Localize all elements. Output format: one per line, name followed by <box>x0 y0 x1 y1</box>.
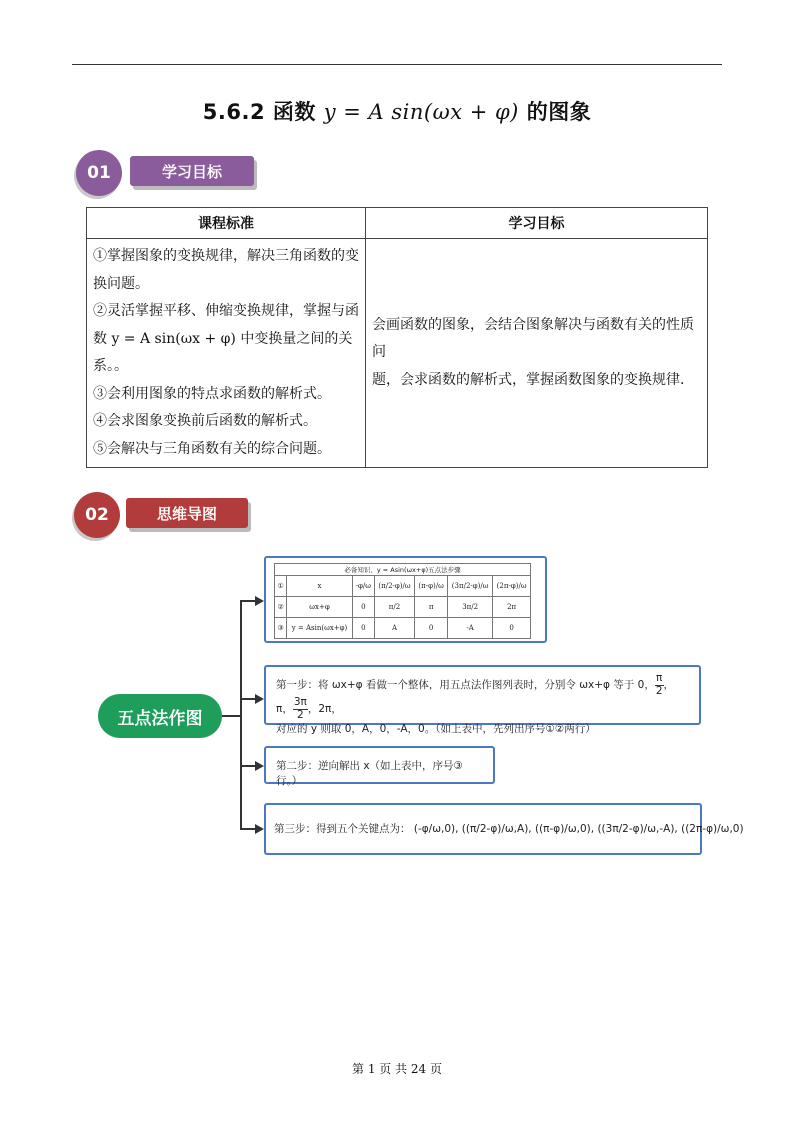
standard-line: ③会利用图象的特点求函数的解析式。 <box>93 385 331 402</box>
objective-line: 会画函数的图象，会结合图象解决与函数有关的性质问 <box>372 316 694 361</box>
header-rule <box>72 64 722 65</box>
step1-text: 第一步：将 ωx+φ 看做一个整体，用五点法作图列表时，分别令 ωx+φ 等于 0， <box>276 679 655 691</box>
mini-cell: 0 <box>352 597 374 618</box>
mini-cell: ③ <box>275 618 287 639</box>
mini-cell: (3π/2-φ)/ω <box>448 576 493 597</box>
connector <box>240 828 256 830</box>
mini-cell: π <box>415 597 448 618</box>
standard-line: 数 y = A sin(ωx + φ) 中变换量之间的关 <box>93 330 353 347</box>
mini-cell: ① <box>275 576 287 597</box>
section-number-badge: 02 <box>74 492 120 538</box>
standard-line: ②灵活掌握平移、伸缩变换规律，掌握与函 <box>93 303 359 319</box>
goals-table <box>86 207 708 468</box>
mindmap-root: 五点法作图 <box>98 694 222 738</box>
mini-cell: ② <box>275 597 287 618</box>
mini-cell: x <box>287 576 353 597</box>
fraction <box>655 673 664 696</box>
column-header: 学习目标 <box>366 208 708 239</box>
mini-cell: 0 <box>415 618 448 639</box>
key-point: ((2π-φ)/ω,0) <box>681 823 744 835</box>
mini-cell: y = Asin(ωx+φ) <box>287 618 353 639</box>
arrow-icon <box>255 824 264 834</box>
fraction <box>293 697 308 720</box>
key-point: (-φ/ω,0) <box>413 823 456 835</box>
connector-trunk <box>240 600 242 829</box>
arrow-icon <box>255 761 264 771</box>
section-label: 思维导图 <box>126 498 248 528</box>
standard-line: 系。。 <box>93 358 128 374</box>
mini-cell: -A <box>448 618 493 639</box>
page-footer: 第 1 页 共 24 页 <box>352 1062 442 1076</box>
mini-cell: π/2 <box>374 597 414 618</box>
arrow-icon <box>255 596 264 606</box>
step3-lead: 第三步：得到五个关键点为： <box>274 823 411 835</box>
key-point: ((π-φ)/ω,0) <box>534 823 591 835</box>
mini-cell: ωx+φ <box>287 597 353 618</box>
mini-table <box>274 575 531 639</box>
standards-cell <box>87 239 366 468</box>
step1-line2: 对应的 y 则取 0，A，0，-A，0。（如上表中，先列出序号①②两行） <box>276 723 596 735</box>
mini-cell: (2π-φ)/ω <box>493 576 531 597</box>
objective-line: 题，会求函数的解析式，掌握函数图象的变换规律. <box>372 371 685 388</box>
fraction-denominator: 2 <box>655 684 663 697</box>
mini-cell: A <box>374 618 414 639</box>
table-row <box>275 576 531 597</box>
step1-text: ，π， <box>276 679 675 715</box>
step2-box: 第二步：逆向解出 x（如上表中，序号③行。） <box>264 746 495 784</box>
arrow-icon <box>255 694 264 704</box>
table-row <box>275 618 531 639</box>
standard-line: 换问题。 <box>93 275 149 292</box>
section-number-badge: 01 <box>76 150 122 196</box>
fraction-denominator: 2 <box>296 708 304 721</box>
fraction-numerator: 3π <box>293 696 307 709</box>
step1-box <box>264 665 701 735</box>
step3-box: 第三步：得到五个关键点为： (-φ/ω,0), ((π/2-φ)/ω,A), ((π-φ)/ω,0), ((3π/2-φ)/ω,-A), ((2π-φ)/ω,0) <box>264 803 702 855</box>
connector <box>240 765 256 767</box>
key-point: ((π/2-φ)/ω,A) <box>461 823 529 835</box>
fraction-numerator: π <box>656 672 663 685</box>
connector <box>240 600 256 602</box>
standard-line: ⑤会解决与三角函数有关的综合问题。 <box>93 440 331 457</box>
five-point-table-box <box>264 556 547 643</box>
mini-cell: -φ/ω <box>352 576 374 597</box>
mini-cell: 2π <box>493 597 531 618</box>
key-point: ((3π/2-φ)/ω,-A) <box>597 823 675 835</box>
mini-cell: (π-φ)/ω <box>415 576 448 597</box>
mini-cell: 0 <box>352 618 374 639</box>
mini-table-caption: 必备知识、y = Asin(ωx+φ)五点法步骤 <box>274 563 531 575</box>
mini-cell: (π/2-φ)/ω <box>374 576 414 597</box>
mini-cell: 0 <box>493 618 531 639</box>
objective-cell <box>366 239 708 468</box>
column-header: 课程标准 <box>87 208 366 239</box>
table-row <box>275 597 531 618</box>
connector <box>240 698 256 700</box>
standard-line: ①掌握图象的变换规律，解决三角函数的变 <box>93 248 359 264</box>
standard-line: ④会求图象变换前后函数的解析式。 <box>93 413 317 429</box>
page-title: 5.6.2 函数 y = A sin(ωx + φ) 的图象 <box>202 100 592 124</box>
connector <box>222 715 242 717</box>
step1-line1 <box>276 673 689 721</box>
section-label: 学习目标 <box>130 156 254 186</box>
step1-text: ，2π， <box>307 703 342 715</box>
mini-cell: 3π/2 <box>448 597 493 618</box>
